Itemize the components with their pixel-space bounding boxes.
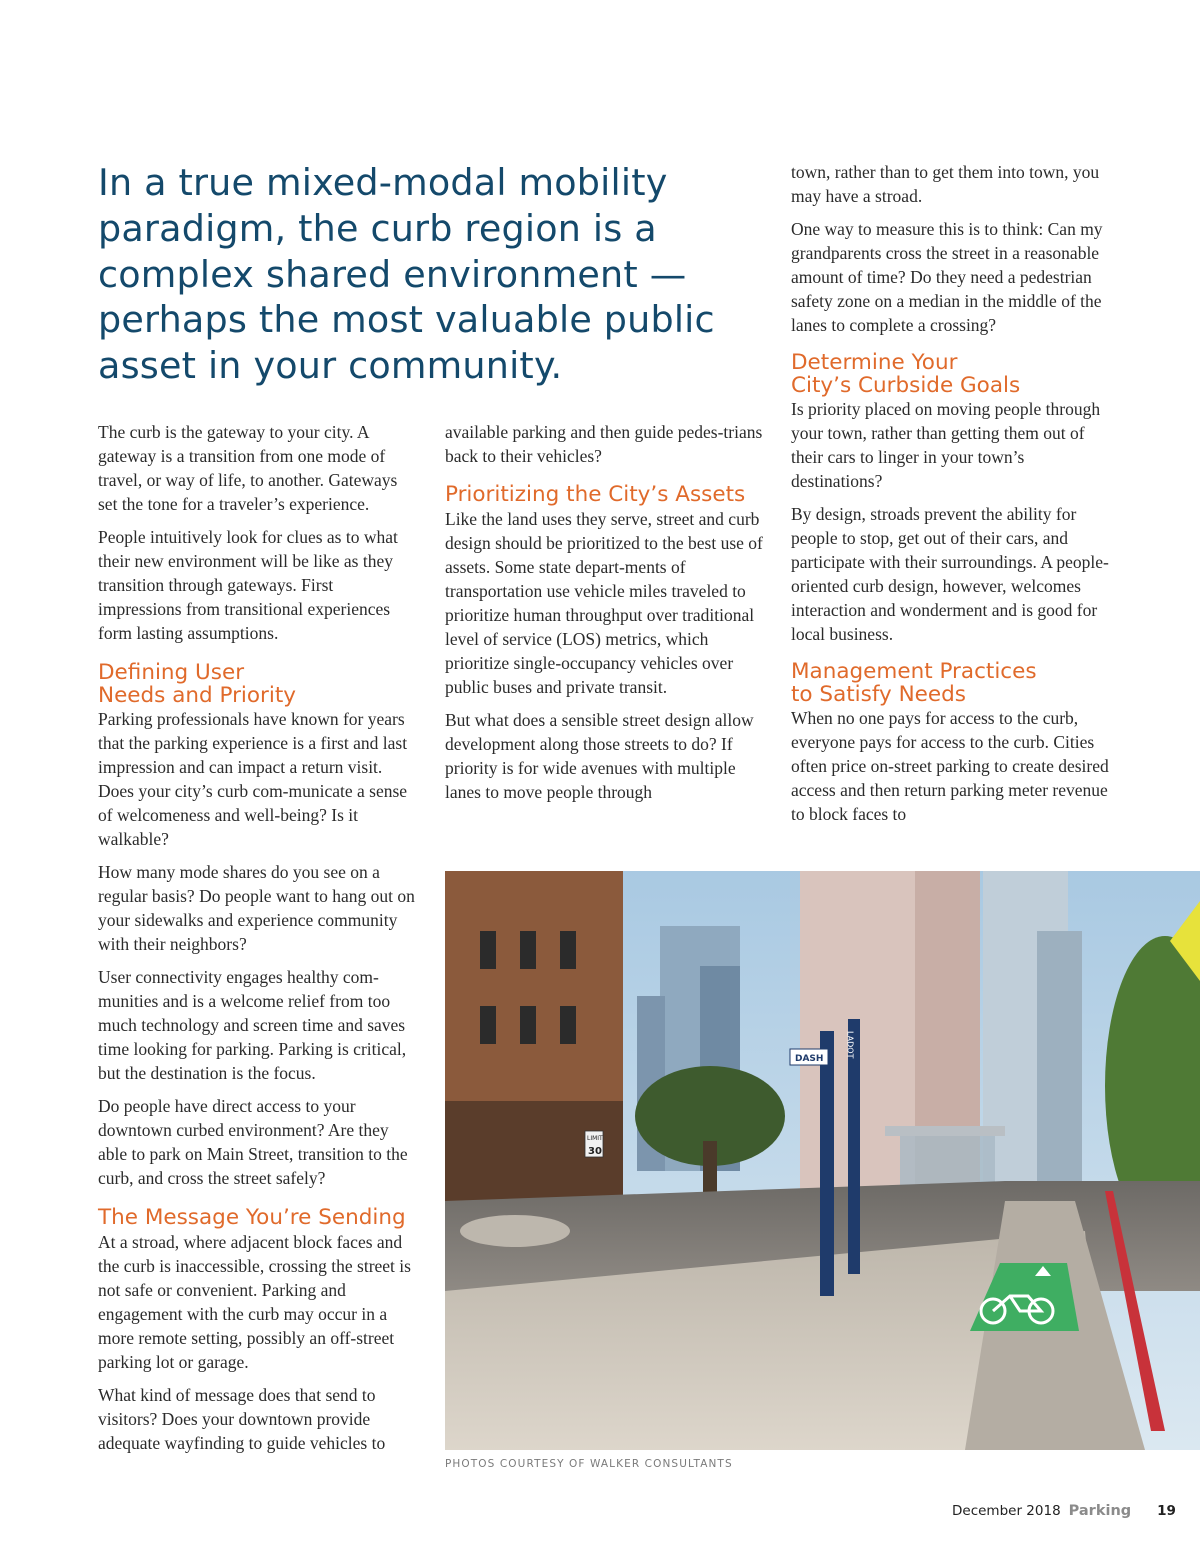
dash-sign-text: DASH: [795, 1054, 824, 1064]
magazine-name: Parking: [1068, 1503, 1132, 1519]
paragraph: At a stroad, where adjacent block faces and the curb is inaccessible, crossing the street is not safe or convenient. Parking and engagement with the curb may occur in a more remote setting, possibly an off-street parking lot or garage.: [98, 1231, 411, 1372]
paragraph: User connectivity engages healthy com-munities and is a welcome relief from too much technology and screen time and saves time looking for parking. Parking is critical, but the destination is the focus.: [98, 967, 407, 1083]
paragraph: How many mode shares do you see on a regular basis? Do people want to hang out on your sidewalks and experience community with their neighbors?: [98, 862, 415, 954]
subheading-line: Needs and Priority: [98, 682, 297, 708]
bus-shelter: [885, 1126, 1005, 1136]
article-column-1: [98, 420, 420, 1464]
paragraph: By design, stroads prevent the ability for people to stop, get out of their cars, and participate with their surroundings. A people-oriented curb design, however, welcomes interaction and wonderment and is good for local business.: [791, 504, 1109, 644]
paragraph: Like the land uses they serve, street and curb design should be prioritized to the best use of assets. Some state depart-ments of transportation use vehicle miles traveled to prioritize human throughput over traditional level of service (LOS) metrics, which prioritize single-occupancy vehicles over public buses and private transit.: [445, 508, 763, 697]
subheading-prioritizing: Prioritizing the City’s Assets: [445, 482, 746, 507]
paragraph: But what does a sensible street design allow development along those streets to do? If priority is for wide avenues with multiple lanes to move people through: [445, 709, 754, 802]
issue-date: December 2018: [952, 1503, 1061, 1519]
subheading-line: to Satisfy Needs: [791, 681, 966, 707]
article-column-2: [445, 420, 763, 813]
paragraph: People intuitively look for clues as to what their new environment will be like as they transition through gateways. First impressions from transitional experiences form lasting assumptions.: [98, 527, 398, 643]
subheading-line: City’s Curbside Goals: [791, 372, 1021, 398]
paragraph: When no one pays for access to the curb, everyone pays for access to the curb. Cities often price on-street parking to create desired access and then return parking meter revenue to block faces to: [791, 708, 1109, 824]
subheading-line: Defining User: [98, 660, 245, 685]
page-footer: [952, 1503, 1176, 1519]
article-column-3: [791, 160, 1109, 835]
moving-car: [460, 1215, 570, 1247]
subheading-line: Determine Your: [791, 350, 958, 375]
sign-pole: [820, 1031, 834, 1296]
subheading-line: Management Practices: [791, 659, 1037, 684]
paragraph: Parking professionals have known for years that the parking experience is a first and last impression and can impact a return visit. Does your city’s curb com-municate a sense of welcomeness and well-being? Is it walkable?: [98, 709, 408, 849]
page-number: 19: [1157, 1503, 1176, 1519]
subheading-determine-goals: [791, 352, 1109, 397]
paragraph: Is priority placed on moving people through your town, rather than getting them out of their cars to linger in your town’s destinations?: [791, 399, 1101, 491]
paragraph: available parking and then guide pedes-trians back to their vehicles?: [445, 422, 763, 466]
pull-quote: In a true mixed-modal mobility paradigm, the curb region is a complex shared environment — perhaps the most valuable public asset in your community.: [98, 161, 715, 388]
street-photo: [445, 871, 1200, 1450]
photo-credit: PHOTOS COURTESY OF WALKER CONSULTANTS: [445, 1458, 733, 1470]
paragraph: town, rather than to get them into town, you may have a stroad.: [791, 162, 1100, 206]
paragraph: Do people have direct access to your downtown curbed environment? Are they able to park on Main Street, transition to the curb, and cross the street safely?: [98, 1096, 408, 1188]
tall-tower-right: [1037, 931, 1082, 1181]
paragraph: One way to measure this is to think: Can my grandparents cross the street in a reasonable amount of time? Do they need a pedestrian safety zone on a median in the middle of the lanes to complete a crossing?: [791, 219, 1103, 335]
subheading-message: The Message You’re Sending: [98, 1205, 406, 1230]
ladot-sign-text: LADOT: [845, 1031, 855, 1059]
speed-limit-value: 30: [588, 1146, 602, 1157]
subheading-management: [791, 661, 1109, 706]
subheading-defining-user-needs: [98, 662, 420, 707]
speed-limit-label: LIMIT: [587, 1135, 603, 1142]
paragraph: What kind of message does that send to visitors? Does your downtown provide adequate wayfinding to guide vehicles to: [98, 1384, 386, 1453]
paragraph: The curb is the gateway to your city. A gateway is a transition from one mode of travel, or way of life, to another. Gateways set the tone for a traveler’s experience.: [98, 422, 398, 514]
